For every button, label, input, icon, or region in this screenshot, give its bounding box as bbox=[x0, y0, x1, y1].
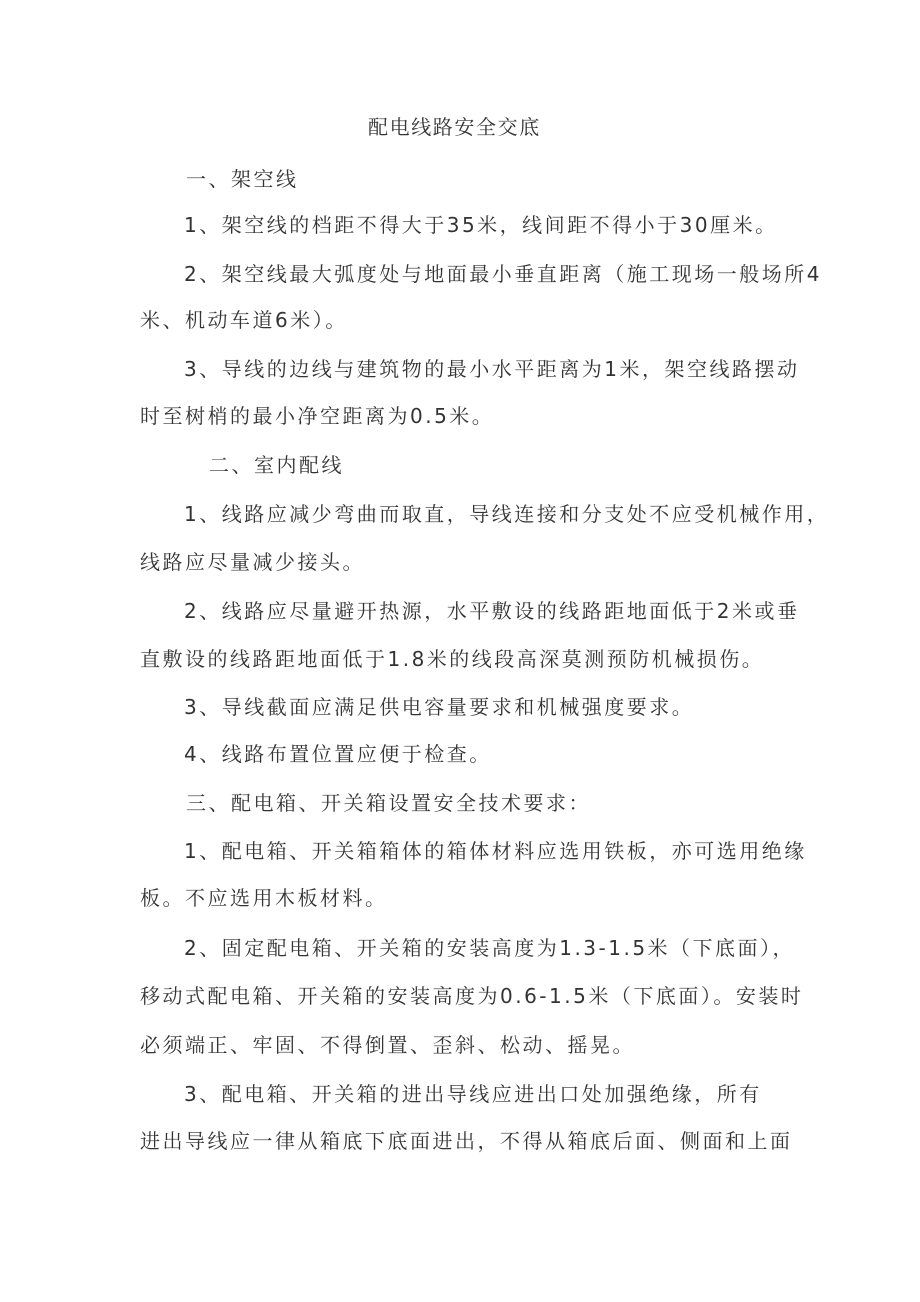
document-title: 配电线路安全交底 bbox=[368, 115, 541, 139]
paragraph-line: 3、配电箱、开关箱的进出导线应进出口处加强绝缘，所有 bbox=[184, 1082, 762, 1106]
paragraph-line: 1、配电箱、开关箱箱体的箱体材料应选用铁板，亦可选用绝缘 bbox=[184, 839, 807, 863]
paragraph-line: 线路应尽量减少接头。 bbox=[140, 550, 365, 574]
section-heading-overhead-lines: 一、架空线 bbox=[186, 167, 299, 191]
section-heading-indoor-wiring: 二、室内配线 bbox=[209, 453, 344, 477]
paragraph-line: 必须端正、牢固、不得倒置、歪斜、松动、摇晃。 bbox=[140, 1033, 635, 1057]
paragraph-line: 1、线路应减少弯曲而取直，导线连接和分支处不应受机械作用， bbox=[184, 502, 830, 526]
paragraph-line: 进出导线应一律从箱底下底面进出，不得从箱底后面、侧面和上面 bbox=[140, 1129, 793, 1153]
paragraph-line: 2、固定配电箱、开关箱的安装高度为1.3-1.5米（下底面）， bbox=[184, 936, 796, 960]
paragraph-line: 3、导线截面应满足供电容量要求和机械强度要求。 bbox=[184, 695, 695, 719]
paragraph-line: 3、导线的边线与建筑物的最小水平距离为1米，架空线路摆动 bbox=[184, 357, 800, 381]
paragraph-line: 1、架空线的档距不得大于35米，线间距不得小于30厘米。 bbox=[184, 213, 778, 237]
paragraph-line: 移动式配电箱、开关箱的安装高度为0.6-1.5米（下底面）。安装时 bbox=[140, 984, 804, 1008]
paragraph-line: 直敷设的线路距地面低于1.8米的线段高深莫测预防机械损伤。 bbox=[140, 647, 765, 671]
paragraph-line: 2、线路应尽量避开热源，水平敷设的线路距地面低于2米或垂 bbox=[184, 599, 800, 623]
paragraph-line: 板。不应选用木板材料。 bbox=[140, 886, 388, 910]
paragraph-line: 4、线路布置位置应便于检查。 bbox=[184, 742, 492, 766]
paragraph-line: 米、机动车道6米）。 bbox=[140, 308, 348, 332]
paragraph-line: 2、架空线最大弧度处与地面最小垂直距离（施工现场一般场所4 bbox=[184, 262, 822, 286]
section-heading-distribution-boxes: 三、配电箱、开关箱设置安全技术要求： bbox=[186, 791, 591, 815]
paragraph-line: 时至树梢的最小净空距离为0.5米。 bbox=[140, 404, 495, 428]
